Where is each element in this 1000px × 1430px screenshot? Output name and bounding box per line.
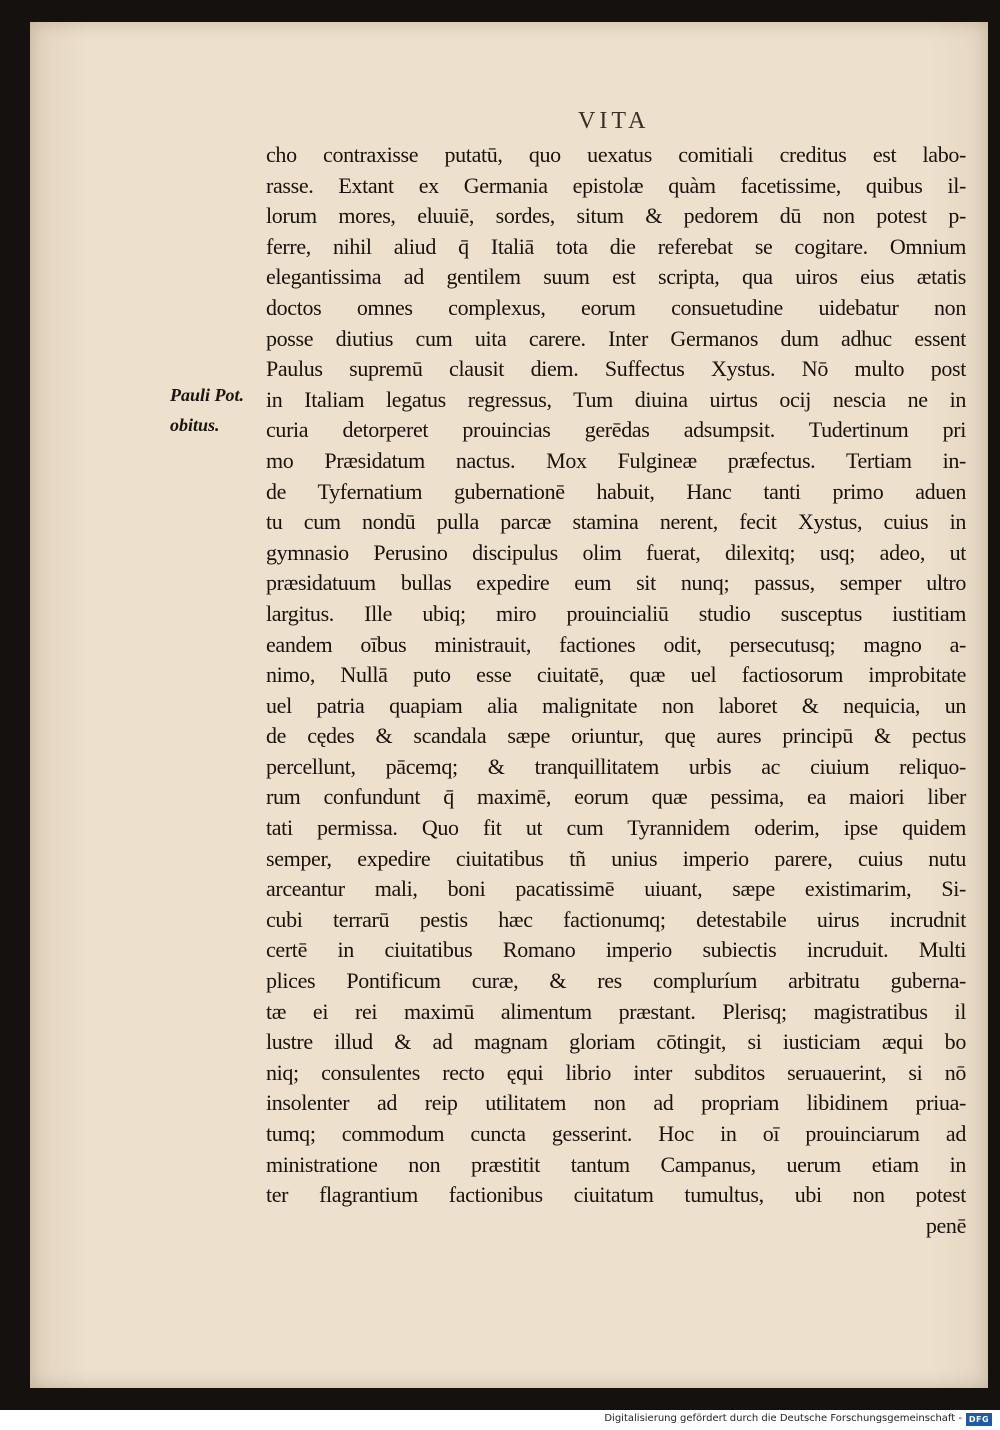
dfg-logo: DFG bbox=[966, 1413, 992, 1426]
text-line: plices Pontificum curæ, & res compluríum arbitratu guberna- bbox=[266, 968, 966, 994]
margin-note bbox=[170, 380, 270, 440]
text-line: elegantissima ad gentilem suum est scripta, qua uiros eius ætatis bbox=[266, 264, 966, 290]
text-line: tæ ei rei maximū alimentum præstant. Plerisq; magistratibus il bbox=[266, 998, 966, 1024]
text-line: in Italiam legatus regressus, Tum diuina uirtus ocij nescia ne in bbox=[266, 386, 966, 412]
footer-bar bbox=[0, 1410, 1000, 1430]
margin-note-line: obitus. bbox=[170, 415, 220, 435]
text-line: ministratione non præstitit tantum Campanus, uerum etiam in bbox=[266, 1151, 966, 1177]
text-line: curia detorperet prouincias gerēdas adsumpsit. Tudertinum pri bbox=[266, 417, 966, 443]
text-line: niq; consulentes recto ęqui librio inter subditos seruauerint, si nō bbox=[266, 1059, 966, 1085]
margin-note-line: Pauli Pot. bbox=[170, 385, 245, 405]
body-text bbox=[266, 140, 966, 1241]
text-line: posse diutius cum uita carere. Inter Germanos dum adhuc essent bbox=[266, 325, 966, 351]
text-line: semper, expedire ciuitatibus tñ unius imperio parere, cuius nutu bbox=[266, 845, 966, 871]
text-line: de cędes & scandala sæpe oriuntur, quę aures principū & pectus bbox=[266, 723, 966, 749]
text-line: doctos omnes complexus, eorum consuetudine uidebatur non bbox=[266, 294, 966, 320]
text-line: ter flagrantium factionibus ciuitatum tumultus, ubi non potest bbox=[266, 1182, 966, 1208]
text-line: largitus. Ille ubiq; miro prouincialiū studio susceptus iustitiam bbox=[266, 600, 966, 626]
text-line: de Tyfernatium gubernationē habuit, Hanc tanti primo aduen bbox=[266, 478, 966, 504]
text-line: eandem oībus ministrauit, factiones odit, persecutusq; magno a- bbox=[266, 631, 966, 657]
text-line: lustre illud & ad magnam gloriam cōtingit, si iusticiam æqui bo bbox=[266, 1029, 966, 1055]
text-line: rum confundunt q̄ maximē, eorum quæ pessima, ea maiori liber bbox=[266, 784, 966, 810]
text-line: rasse. Extant ex Germania epistolæ quàm facetissime, quibus il- bbox=[266, 172, 966, 198]
text-line: cubi terrarū pestis hæc factionumq; detestabile uirus incrudnit bbox=[266, 906, 966, 932]
text-line: insolenter ad reip utilitatem non ad propriam libidinem priua- bbox=[266, 1090, 966, 1116]
text-line: Paulus supremū clausit diem. Suffectus Xystus. Nō multo post bbox=[266, 356, 966, 382]
text-line: certē in ciuitatibus Romano imperio subiectis incruduit. Multi bbox=[266, 937, 966, 963]
book-page bbox=[30, 22, 988, 1388]
text-line: uel patria quapiam alia malignitate non laboret & nequicia, un bbox=[266, 692, 966, 718]
funding-credit: Digitalisierung gefördert durch die Deutsche Forschungsgemeinschaft - bbox=[604, 1413, 962, 1424]
running-head: VITA bbox=[578, 108, 650, 134]
text-line: tati permissa. Quo fit ut cum Tyrannidem oderim, ipse quidem bbox=[266, 815, 966, 841]
text-line: mo Præsidatum nactus. Mox Fulgineæ præfectus. Tertiam in- bbox=[266, 447, 966, 473]
text-line: lorum mores, eluuiē, sordes, situm & pedorem dū non potest p- bbox=[266, 203, 966, 229]
text-line: tu cum nondū pulla parcæ stamina nerent, fecit Xystus, cuius in bbox=[266, 509, 966, 535]
text-line: tumq; commodum cuncta gesserint. Hoc in oī prouinciarum ad bbox=[266, 1121, 966, 1146]
text-line: gymnasio Perusino discipulus olim fuerat, dilexitq; usq; adeo, ut bbox=[266, 539, 966, 565]
text-line: arceantur mali, boni pacatissimē uiuant, sæpe existimarim, Si- bbox=[266, 876, 966, 902]
text-line: ferre, nihil aliud q̄ Italiā tota die referebat se cogitare. Omnium bbox=[266, 233, 966, 259]
text-line: penē bbox=[925, 1212, 966, 1238]
text-line: præsidatuum bullas expedire eum sit nunq; passus, semper ultro bbox=[266, 570, 966, 596]
text-line: nimo, Nullā puto esse ciuitatē, quæ uel factiosorum improbitate bbox=[266, 662, 966, 688]
text-line: percellunt, pācemq; & tranquillitatem urbis ac ciuium reliquo- bbox=[266, 753, 966, 779]
text-line: cho contraxisse putatū, quo uexatus comitiali creditus est labo- bbox=[266, 142, 966, 167]
